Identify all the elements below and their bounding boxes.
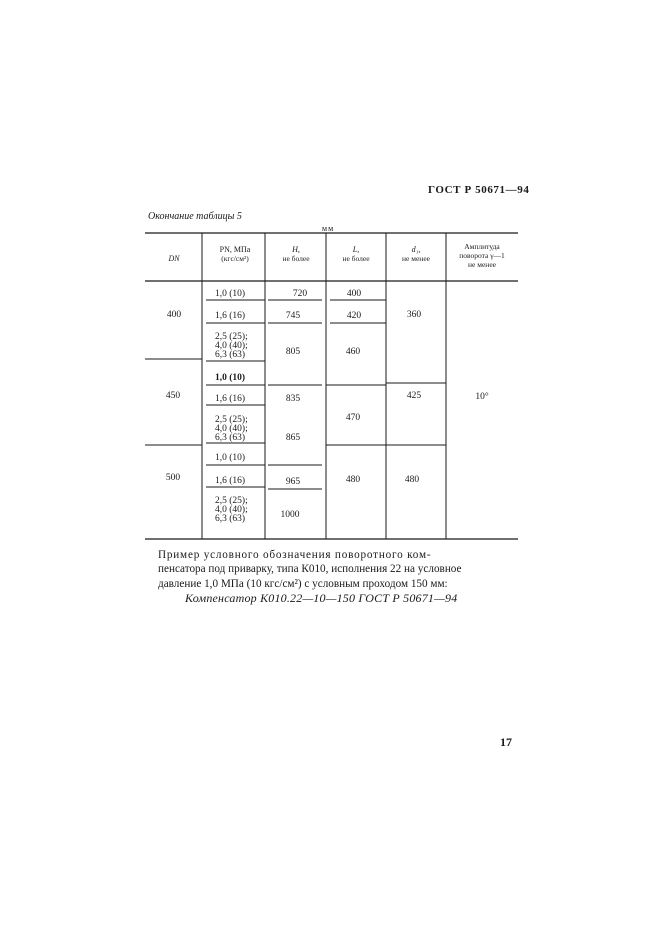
h-cell: 1000 — [280, 510, 300, 520]
header-amp-line3: не менее — [468, 260, 496, 269]
h-cell: 805 — [285, 347, 301, 357]
l-cell: 470 — [345, 413, 361, 423]
dn-cell: 500 — [165, 473, 181, 483]
header-amp-line1: Амплитуда — [464, 242, 500, 251]
paragraph-line: давление 1,0 МПа (10 кгс/см²) с условным проходом 150 мм: — [158, 577, 448, 590]
header-h-line2: не более — [282, 254, 310, 263]
header-h-line1: H, — [292, 245, 300, 254]
table-continuation-caption: Окончание таблицы 5 — [148, 211, 242, 222]
page-number: 17 — [500, 735, 512, 749]
h-cell: 720 — [292, 289, 308, 299]
pn-cell: 1,6 (16) — [215, 394, 246, 404]
h-cell: 965 — [285, 477, 301, 487]
pn-cell: 4,0 (40); — [215, 505, 248, 515]
l-cell: 460 — [345, 347, 361, 357]
pn-cell: 6,3 (63) — [215, 433, 246, 443]
pn-cell: 6,3 (63) — [215, 350, 246, 360]
h-cell: 835 — [285, 394, 301, 404]
d-cell: 360 — [406, 310, 422, 320]
header-l-line2: не более — [342, 254, 370, 263]
designation-example: Компенсатор К010.22—10—150 ГОСТ Р 50671—94 — [185, 591, 458, 605]
pn-cell: 6,3 (63) — [215, 514, 246, 524]
l-cell: 420 — [346, 311, 362, 321]
l-cell: 480 — [345, 475, 361, 485]
amplitude-cell: 10° — [475, 392, 489, 402]
pn-cell: 4,0 (40); — [215, 424, 248, 434]
header-d-line2: не менее — [402, 254, 430, 263]
header-amp-line2: поворота γ—1 — [459, 251, 505, 260]
h-cell: 865 — [285, 433, 301, 443]
example-paragraph — [158, 548, 516, 591]
dn-cell: 400 — [166, 310, 182, 320]
h-cell: 745 — [285, 311, 301, 321]
header-dn: DN — [168, 254, 180, 263]
d-cell: 425 — [406, 391, 422, 401]
header-l-line1: L, — [352, 245, 360, 254]
pn-cell: 2,5 (25); — [215, 332, 248, 342]
pn-cell: 1,0 (10) — [215, 289, 246, 299]
header-d-line1: d₁, — [411, 245, 421, 254]
dn-cell: 450 — [165, 391, 181, 401]
pn-cell: 1,6 (16) — [215, 311, 246, 321]
pn-cell: 2,5 (25); — [215, 415, 248, 425]
d-cell: 480 — [404, 475, 420, 485]
pn-cell: 1,0 (10) — [215, 453, 246, 463]
l-cell: 400 — [346, 289, 362, 299]
pn-cell: 4,0 (40); — [215, 341, 248, 351]
pn-cell: 2,5 (25); — [215, 496, 248, 506]
pn-cell: 1,0 (10) — [215, 373, 246, 383]
paragraph-line: пенсатора под приварку, типа К010, исполнения 22 на условное — [158, 563, 462, 576]
unit-label: мм — [322, 224, 335, 233]
header-pn-line2: (кгс/см²) — [221, 254, 249, 263]
paragraph-line: Пример условного обозначения поворотного ком- — [158, 549, 432, 561]
pn-cell: 1,6 (16) — [215, 476, 246, 486]
header-pn-line1: PN, МПа — [219, 245, 251, 254]
document-header: ГОСТ Р 50671—94 — [428, 184, 530, 196]
